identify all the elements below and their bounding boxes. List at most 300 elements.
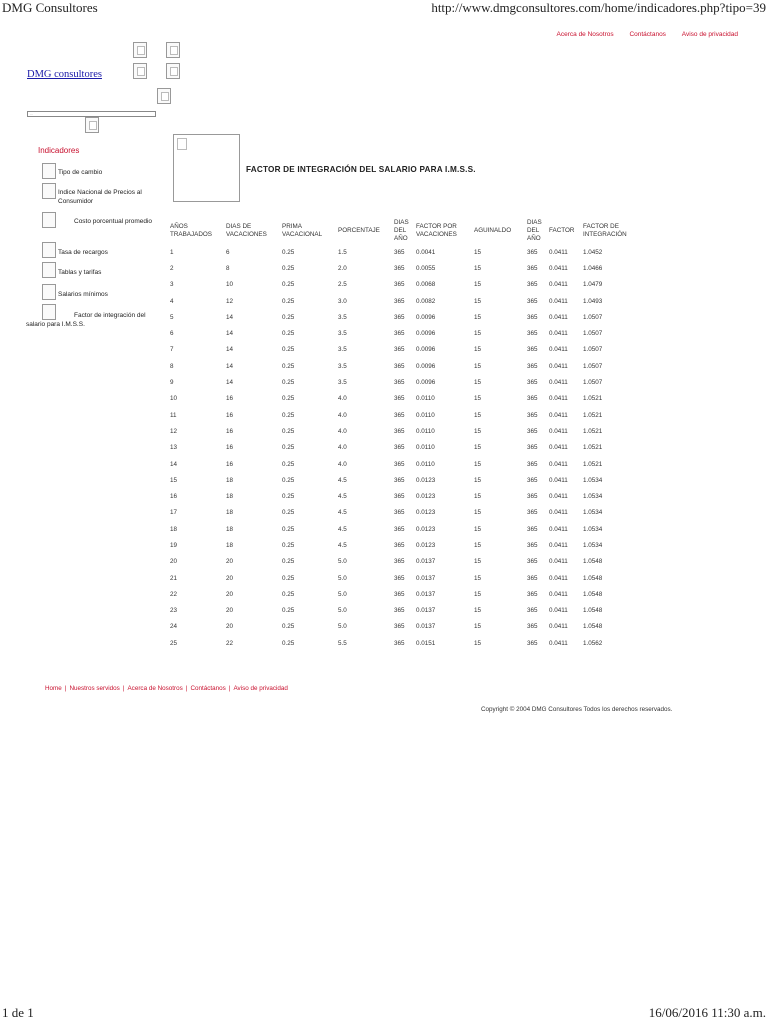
sidebar-item-label: Tablas y tarifas (58, 269, 102, 276)
table-cell: 0.0110 (416, 411, 435, 419)
table-cell: 365 (527, 330, 538, 338)
table-cell: 0.0411 (549, 623, 568, 631)
table-cell: 1.0534 (583, 493, 603, 501)
table-row (168, 472, 645, 488)
table-cell: 1.0507 (583, 313, 603, 321)
table-cell: 0.0110 (416, 444, 435, 452)
table-cell: 4.0 (338, 427, 347, 435)
table-cell: 15 (474, 558, 482, 566)
table-cell: 0.0411 (549, 346, 568, 354)
table-cell: 10 (226, 281, 234, 289)
table-cell: 4.0 (338, 411, 347, 419)
table-cell: 2.5 (338, 281, 347, 289)
top-nav-contact-link[interactable]: Contáctanos (629, 31, 666, 38)
table-cell: 4.5 (338, 509, 347, 517)
table-cell: 4.5 (338, 525, 347, 533)
table-row (168, 325, 645, 341)
table-cell: 18 (226, 541, 234, 549)
table-cell: 0.25 (282, 541, 295, 549)
table-cell: 365 (394, 395, 405, 403)
table-cell: 15 (474, 460, 482, 468)
table-cell: 0.0110 (416, 395, 435, 403)
table-cell: 0.0411 (549, 281, 568, 289)
sidebar-item-label: Tasa de recargos (58, 249, 108, 256)
footer-link-privacy[interactable]: Aviso de privacidad (233, 685, 288, 692)
table-cell: 365 (527, 346, 538, 354)
table-cell: 0.0068 (416, 281, 436, 289)
table-cell: 4.0 (338, 444, 347, 452)
broken-image-icon (42, 212, 56, 228)
table-cell: 1.0521 (583, 427, 603, 435)
table-cell: 1.0507 (583, 362, 603, 370)
table-cell: 22 (170, 590, 178, 598)
sidebar-item-label: Salarios mínimos (58, 291, 108, 298)
table-cell: 0.0411 (549, 541, 568, 549)
sidebar-item-label: Factor de integración del salario para I.M.S.S. (26, 312, 146, 328)
broken-image-icon (85, 117, 99, 133)
broken-image-icon (42, 242, 56, 258)
footer-separator: | (185, 685, 188, 692)
table-cell: 2.0 (338, 264, 347, 272)
footer-link-about[interactable]: Acerca de Nosotros (127, 685, 183, 692)
table-cell: 0.25 (282, 525, 295, 533)
table-cell: 1.0534 (583, 541, 603, 549)
table-cell: 0.0411 (549, 330, 568, 338)
table-cell: 0.0411 (549, 525, 568, 533)
sidebar-item-factor-integracion[interactable] (26, 304, 156, 329)
table-cell: 0.0096 (416, 330, 436, 338)
broken-image-icon (42, 163, 56, 179)
table-cell: 365 (527, 476, 538, 484)
broken-image-icon (42, 284, 56, 300)
table-row (168, 440, 645, 456)
table-cell: 5.0 (338, 607, 347, 615)
table-cell: 0.0411 (549, 395, 568, 403)
table-cell: 1.0452 (583, 248, 603, 256)
table-cell: 365 (527, 590, 538, 598)
table-cell: 365 (394, 493, 405, 501)
table-cell: 0.0411 (549, 590, 568, 598)
sidebar-heading: Indicadores (38, 146, 80, 155)
table-cell: 365 (527, 607, 538, 615)
table-row (168, 537, 645, 553)
table-cell: 15 (474, 639, 482, 647)
table-row (168, 342, 645, 358)
table-cell: 16 (226, 460, 234, 468)
table-cell: 4.5 (338, 476, 347, 484)
table-cell: 24 (170, 623, 178, 631)
table-cell: 0.0411 (549, 248, 568, 256)
table-cell: 1 (170, 248, 174, 256)
table-cell: 0.0411 (549, 639, 568, 647)
broken-image-icon (133, 63, 147, 79)
table-cell: 0.0411 (549, 509, 568, 517)
sidebar-item-label: Tipo de cambio (58, 169, 103, 176)
table-cell: 0.0411 (549, 476, 568, 484)
table-row (168, 505, 645, 521)
sidebar-item-salarios-minimos[interactable] (42, 284, 154, 300)
print-footer-page: 1 de 1 (2, 1005, 34, 1020)
search-input[interactable]: ... (27, 111, 156, 117)
table-cell: 365 (527, 541, 538, 549)
table-cell: 15 (474, 346, 482, 354)
table-cell: 0.25 (282, 493, 295, 501)
table-cell: 365 (394, 607, 405, 615)
table-cell: 18 (226, 509, 234, 517)
table-cell: 365 (394, 574, 405, 582)
table-cell: 20 (226, 558, 234, 566)
table-cell: 365 (394, 590, 405, 598)
table-cell: 16 (226, 444, 234, 452)
table-row (168, 570, 645, 586)
table-cell: 0.0411 (549, 493, 568, 501)
table-row (168, 407, 645, 423)
table-cell: 4.5 (338, 493, 347, 501)
table-cell: 365 (394, 476, 405, 484)
broken-image-icon (42, 183, 56, 199)
table-cell: 0.0096 (416, 362, 436, 370)
table-cell: 0.0411 (549, 313, 568, 321)
table-cell: 0.0411 (549, 379, 568, 387)
table-cell: 0.25 (282, 460, 295, 468)
table-cell: 0.0123 (416, 509, 436, 517)
print-footer-datetime: 16/06/2016 11:30 a.m. (648, 1005, 766, 1020)
copyright-text: Copyright © 2004 DMG Consultores Todos los derechos reservados. (481, 706, 673, 713)
table-cell: 1.0521 (583, 460, 603, 468)
table-cell: 5.0 (338, 558, 347, 566)
sidebar-item-label: Indice Nacional de Precios al Consumidor (58, 189, 142, 205)
table-cell: 18 (170, 525, 178, 533)
table-cell: 15 (474, 297, 482, 305)
table-cell: 1.0548 (583, 558, 603, 566)
table-cell: 15 (474, 509, 482, 517)
table-cell: 1.0466 (583, 264, 603, 272)
table-row (168, 260, 645, 276)
table-cell: 0.25 (282, 297, 295, 305)
table-cell: 14 (226, 362, 234, 370)
table-cell: 0.25 (282, 395, 295, 403)
broken-image-icon (42, 304, 56, 320)
footer-link-servicios[interactable]: Nuestros servidos (69, 685, 120, 692)
table-cell: 20 (226, 607, 234, 615)
sidebar-item-tablas-y-tarifas[interactable] (42, 262, 154, 278)
print-header-url: http://www.dmgconsultores.com/home/indicadores.php?tipo=39 (431, 0, 766, 15)
table-cell: 5.0 (338, 623, 347, 631)
table-cell: 0.0411 (549, 411, 568, 419)
table-cell: 16 (226, 395, 234, 403)
table-cell: 1.0507 (583, 346, 603, 354)
table-cell: 0.25 (282, 427, 295, 435)
col-header-prima-vacacional: PRIMA VACACIONAL (282, 223, 323, 238)
table-cell: 365 (394, 444, 405, 452)
table-cell: 0.25 (282, 264, 295, 272)
table-cell: 14 (226, 313, 234, 321)
table-cell: 0.25 (282, 330, 295, 338)
table-cell: 21 (170, 574, 178, 582)
table-cell: 3.5 (338, 346, 347, 354)
table-cell: 17 (170, 509, 178, 517)
table-header-row (168, 218, 645, 244)
footer-separator: | (64, 685, 67, 692)
col-header-factor-vacaciones: FACTOR POR VACACIONES (416, 223, 457, 238)
table-cell: 365 (527, 411, 538, 419)
table-row (168, 554, 645, 570)
top-nav-about-link[interactable]: Acerca de Nosotros (556, 31, 614, 38)
table-cell: 0.0123 (416, 476, 436, 484)
col-header-porcentaje: PORCENTAJE (338, 227, 380, 234)
table-cell: 0.0411 (549, 427, 568, 435)
table-cell: 15 (474, 590, 482, 598)
table-cell: 0.0411 (549, 297, 568, 305)
integration-factor-table (168, 218, 645, 651)
table-cell: 0.0137 (416, 590, 436, 598)
table-cell: 1.0562 (583, 639, 603, 647)
broken-image-icon (42, 262, 56, 278)
table-cell: 1.0548 (583, 590, 603, 598)
table-cell: 0.0411 (549, 574, 568, 582)
table-cell: 365 (394, 639, 405, 647)
table-cell: 15 (474, 574, 482, 582)
table-cell: 14 (226, 379, 234, 387)
table-cell: 0.0411 (549, 264, 568, 272)
table-cell: 15 (474, 313, 482, 321)
table-cell: 365 (527, 639, 538, 647)
table-cell: 5 (170, 313, 174, 321)
broken-image-icon (133, 42, 147, 58)
table-cell: 365 (527, 395, 538, 403)
footer-link-contact[interactable]: Contáctanos (190, 685, 226, 692)
table-row (168, 358, 645, 374)
table-cell: 1.0548 (583, 574, 603, 582)
table-cell: 7 (170, 346, 174, 354)
table-cell: 0.0041 (416, 248, 436, 256)
table-cell: 365 (394, 623, 405, 631)
table-row (168, 244, 645, 260)
table-cell: 365 (527, 574, 538, 582)
table-cell: 1.0493 (583, 297, 603, 305)
table-cell: 0.0137 (416, 623, 436, 631)
table-cell: 365 (394, 346, 405, 354)
top-nav (543, 31, 738, 38)
table-cell: 20 (226, 590, 234, 598)
col-header-dias-vacaciones: DIAS DE VACACIONES (226, 223, 267, 238)
table-cell: 365 (394, 509, 405, 517)
table-cell: 15 (474, 395, 482, 403)
table-cell: 15 (474, 379, 482, 387)
table-cell: 5.0 (338, 590, 347, 598)
footer-nav (45, 685, 288, 692)
table-cell: 11 (170, 411, 177, 419)
table-cell: 0.0137 (416, 558, 436, 566)
brand-link[interactable]: DMG consultores (27, 69, 102, 80)
table-cell: 5.0 (338, 574, 347, 582)
table-cell: 0.0137 (416, 574, 436, 582)
table-cell: 365 (527, 558, 538, 566)
table-cell: 16 (226, 411, 234, 419)
top-nav-privacy-link[interactable]: Aviso de privacidad (681, 31, 738, 38)
broken-image-icon (166, 42, 180, 58)
table-cell: 12 (226, 297, 234, 305)
col-header-dias-del-ano: DIAS DEL AÑO (394, 219, 409, 242)
table-cell: 1.0521 (583, 444, 603, 452)
table-cell: 1.0507 (583, 330, 603, 338)
table-cell: 365 (394, 379, 405, 387)
table-cell: 0.0110 (416, 427, 435, 435)
table-cell: 0.0055 (416, 264, 436, 272)
table-cell: 1.0534 (583, 509, 603, 517)
table-cell: 1.0534 (583, 476, 603, 484)
table-cell: 365 (394, 297, 405, 305)
table-cell: 3 (170, 281, 174, 289)
col-header-factor: FACTOR (549, 227, 575, 234)
sidebar-item-label: Costo porcentual promedio (74, 218, 153, 225)
table-cell: 365 (394, 264, 405, 272)
table-cell: 15 (474, 330, 482, 338)
table-cell: 20 (226, 574, 234, 582)
table-cell: 365 (394, 330, 405, 338)
table-row (168, 619, 645, 635)
table-cell: 15 (474, 411, 482, 419)
table-cell: 3.0 (338, 297, 347, 305)
table-cell: 19 (170, 541, 178, 549)
table-row (168, 603, 645, 619)
table-row (168, 374, 645, 390)
table-cell: 0.0123 (416, 493, 436, 501)
table-cell: 0.0082 (416, 297, 436, 305)
table-cell: 365 (394, 313, 405, 321)
table-cell: 14 (170, 460, 178, 468)
table-cell: 15 (170, 476, 178, 484)
col-header-dias-del-ano-2: DIAS DEL AÑO (527, 219, 542, 242)
table-cell: 2 (170, 264, 174, 272)
table-cell: 1.5 (338, 248, 347, 256)
table-cell: 1.0521 (583, 411, 603, 419)
table-cell: 0.25 (282, 623, 295, 631)
col-header-factor-integracion: FACTOR DE INTEGRACIÓN (583, 223, 627, 238)
table-cell: 0.0123 (416, 541, 436, 549)
sidebar-item-tasa-de-recargos[interactable] (42, 242, 154, 258)
table-cell: 0.0411 (549, 362, 568, 370)
broken-image-icon (157, 88, 171, 104)
table-cell: 15 (474, 248, 482, 256)
table-cell: 365 (527, 248, 538, 256)
table-cell: 15 (474, 623, 482, 631)
table-cell: 15 (474, 607, 482, 615)
table-cell: 365 (527, 509, 538, 517)
table-cell: 0.25 (282, 362, 295, 370)
table-cell: 15 (474, 476, 482, 484)
table-cell: 365 (394, 411, 405, 419)
table-cell: 0.0096 (416, 379, 436, 387)
table-cell: 5.5 (338, 639, 347, 647)
table-cell: 3.5 (338, 379, 347, 387)
table-cell: 0.25 (282, 313, 295, 321)
table-cell: 18 (226, 525, 234, 533)
table-cell: 8 (226, 264, 230, 272)
table-cell: 4.0 (338, 395, 347, 403)
table-cell: 1.0479 (583, 281, 603, 289)
table-cell: 15 (474, 264, 482, 272)
table-cell: 25 (170, 639, 178, 647)
table-cell: 1.0507 (583, 379, 603, 387)
table-cell: 0.25 (282, 509, 295, 517)
table-cell: 365 (527, 444, 538, 452)
table-cell: 365 (394, 541, 405, 549)
table-row (168, 423, 645, 439)
table-cell: 365 (527, 264, 538, 272)
page-title: FACTOR DE INTEGRACIÓN DEL SALARIO PARA I.M.S.S. (246, 165, 476, 174)
table-cell: 0.0411 (549, 558, 568, 566)
table-cell: 0.25 (282, 639, 295, 647)
table-cell: 20 (226, 623, 234, 631)
table-cell: 0.0096 (416, 346, 436, 354)
table-cell: 0.25 (282, 607, 295, 615)
footer-separator: | (228, 685, 231, 692)
table-cell: 0.25 (282, 574, 295, 582)
broken-image-placeholder (173, 134, 240, 202)
table-cell: 3.5 (338, 330, 347, 338)
table-cell: 9 (170, 379, 174, 387)
table-cell: 15 (474, 541, 482, 549)
table-cell: 16 (226, 427, 234, 435)
table-cell: 365 (527, 525, 538, 533)
table-cell: 15 (474, 444, 482, 452)
table-cell: 3.5 (338, 313, 347, 321)
sidebar-item-costo-porcentual[interactable] (42, 212, 154, 228)
table-cell: 1.0548 (583, 623, 603, 631)
footer-link-home[interactable]: Home (45, 685, 62, 692)
broken-image-icon (166, 63, 180, 79)
table-cell: 6 (226, 248, 230, 256)
table-row (168, 456, 645, 472)
table-cell: 0.25 (282, 558, 295, 566)
table-cell: 18 (226, 476, 234, 484)
table-row (168, 293, 645, 309)
table-cell: 15 (474, 493, 482, 501)
table-cell: 0.25 (282, 411, 295, 419)
table-row (168, 521, 645, 537)
table-row (168, 488, 645, 504)
table-cell: 365 (394, 248, 405, 256)
table-cell: 15 (474, 427, 482, 435)
table-row (168, 391, 645, 407)
table-cell: 365 (527, 297, 538, 305)
table-cell: 0.0411 (549, 607, 568, 615)
table-cell: 0.0411 (549, 460, 568, 468)
sidebar-item-inpc[interactable] (42, 183, 154, 206)
col-header-anos: AÑOS TRABAJADOS (170, 223, 212, 238)
table-cell: 13 (170, 444, 178, 452)
table-cell: 4 (170, 297, 174, 305)
table-row (168, 586, 645, 602)
table-cell: 15 (474, 525, 482, 533)
table-cell: 365 (394, 525, 405, 533)
table-cell: 0.0123 (416, 525, 436, 533)
table-cell: 14 (226, 346, 234, 354)
table-cell: 0.0411 (549, 444, 568, 452)
table-row (168, 277, 645, 293)
table-cell: 18 (226, 493, 234, 501)
table-cell: 365 (527, 379, 538, 387)
table-cell: 6 (170, 330, 174, 338)
table-cell: 1.0521 (583, 395, 603, 403)
table-cell: 0.25 (282, 476, 295, 484)
sidebar-item-tipo-de-cambio[interactable] (42, 163, 154, 179)
table-row (168, 309, 645, 325)
table-cell: 0.0137 (416, 607, 436, 615)
table-cell: 365 (527, 460, 538, 468)
table-cell: 16 (170, 493, 178, 501)
